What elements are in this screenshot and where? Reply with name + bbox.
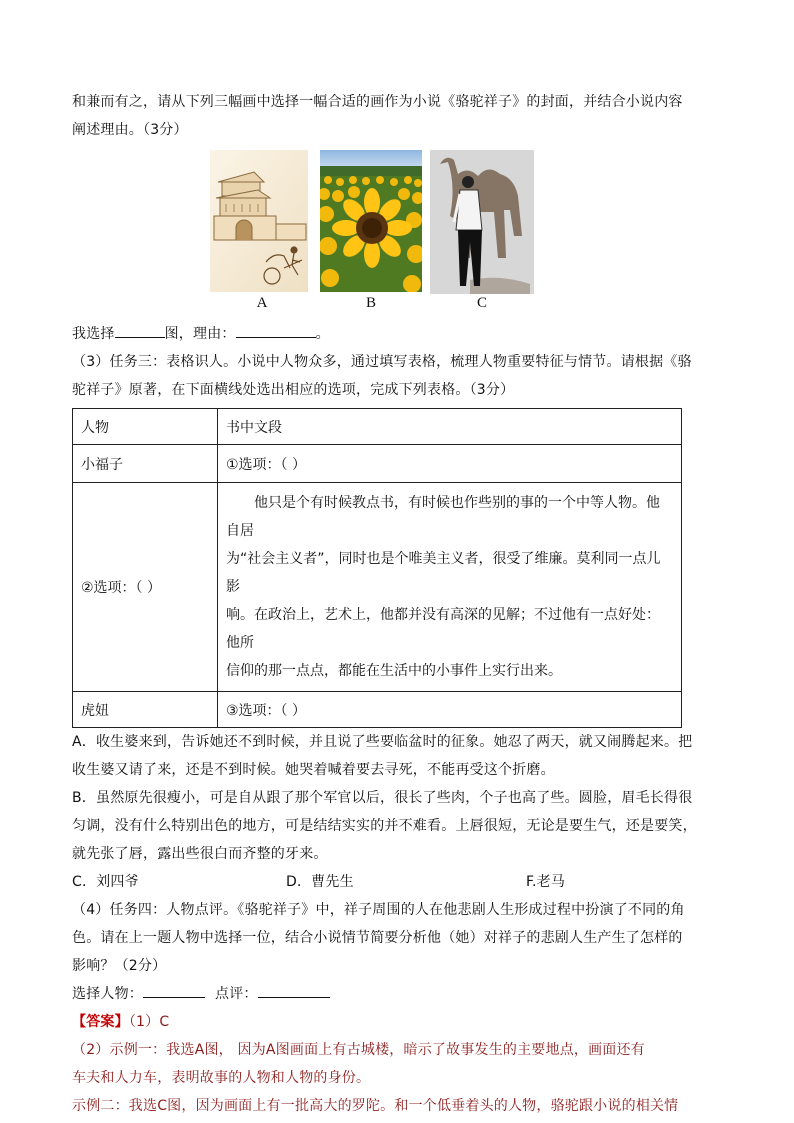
option-c: C．刘四爷 [72,874,139,890]
passage-line: 为“社会主义者”，同时也是个唯美主义者，很受了维廉。莫利同一点儿影 [226,551,661,595]
select-person-line [72,980,724,1008]
person-cell: 小福子 [73,445,218,483]
figure-b-sunflower-image [320,150,422,292]
option-b-line-2: 匀调，没有什么特别出色的地方，可是结结实实的并不难看。上唇很短，无论是要生气，还是要笑， [72,818,697,834]
reason-blank[interactable] [236,321,316,338]
option-d: D．曹先生 [286,874,354,890]
option-b-line-3: 就先张了唇，露出些很白而齐整的牙来。 [72,846,328,862]
task4-line-3: 影响？（2分） [72,958,167,974]
figure-choice-blank[interactable] [115,321,165,338]
passage-cell[interactable]: ③选项：（ ） [218,692,682,728]
choose-prefix: 我选择 [72,326,115,342]
option-a-line-1: A．收生婆来到，告诉她还不到时候，并且说了些要临盆时的征象。她忍了两天，就又闹腾起来。把 [72,734,693,750]
person-cell: 虎妞 [73,692,218,728]
header-person: 人物 [73,409,218,445]
answer-2-line-1: （2）示例一：我选A图， 因为A图画面上有古城楼，暗示了故事发生的主要地点，画面还有 [72,1042,645,1058]
passage-cell [218,483,682,692]
figure-a-city-gate-image [210,150,308,292]
table-row [73,692,682,728]
task3-line-2: 驼祥子》原著，在下面横线处选出相应的选项，完成下列表格。（3分） [72,382,515,398]
passage-line: 响。在政治上，艺术上，他都并没有高深的见解；不过他有一点好处：他所 [226,607,660,651]
task3-line-1: （3）任务三：表格识人。小说中人物众多，通过填写表格，梳理人物重要特征与情节。请根据《骆 [72,354,692,370]
answer-2-line-2: 车夫和人力车，表明故事的人物和人物的身份。 [72,1070,371,1086]
option-a-line-2: 收生婆又请了来，还是不到时候。她哭着喊着要去寻死，不能再受这个折磨。 [72,762,555,778]
passage-line: 信仰的那一点点，都能在生活中的小事件上实行出来。 [226,663,562,679]
passage-line: 他只是个有时候教点书，有时候也作些别的事的一个中等人物。他自居 [226,495,660,539]
choose-end: 。 [315,326,330,342]
answer-1: （1）C [128,1014,170,1030]
document-page [72,88,724,1120]
choose-line [72,320,724,348]
select-person-label: 选择人物： [72,986,143,1002]
figure-c-label: C [476,295,487,311]
figure-b-label: B [365,295,376,311]
task4-line-1: （4）任务四：人物点评。《骆驼祥子》中，祥子周围的人在他悲剧人生形成过程中扮演了不同的角 [72,902,685,918]
option-b-line-1: B．虽然原先很瘦小，可是自从跟了那个军官以后，很长了些肉，个子也高了些。圆脸，眉毛长得很 [72,790,693,806]
table-row [73,483,682,692]
person-blank[interactable] [143,981,205,998]
answer-key-label: 【答案】 [72,1014,129,1030]
choose-mid: 图，理由： [164,326,236,342]
option-f: F.老马 [526,874,566,890]
figure-a-label: A [256,295,268,311]
intro-line-1: 和兼而有之，请从下列三幅画中选择一幅合适的画作为小说《骆驼祥子》的封面，并结合小说内容 [72,94,683,110]
comment-label: 点评： [215,986,258,1002]
table-row [73,445,682,483]
passage-cell[interactable]: ①选项：（ ） [218,445,682,483]
answer-3-line-1: 示例二：我选C图，因为画面上有一批高大的罗陀。和一个低垂着头的人物，骆驼跟小说的相关情 [72,1098,679,1114]
intro-line-2: 阐述理由。（3分） [72,122,188,138]
header-passage: 书中文段 [218,409,682,445]
answer-line-1 [72,1008,724,1036]
task4-line-2: 色。请在上一题人物中选择一位，结合小说情节简要分析他（她）对祥子的悲剧人生产生了怎样的 [72,930,683,946]
figure-c-camel-shadow-image [430,150,534,294]
figure-row [72,150,724,320]
person-cell[interactable]: ②选项：（ ） [73,483,218,692]
options-cdf-line [72,868,724,896]
comment-blank[interactable] [258,981,330,998]
character-table [72,408,682,728]
table-header-row [73,409,682,445]
